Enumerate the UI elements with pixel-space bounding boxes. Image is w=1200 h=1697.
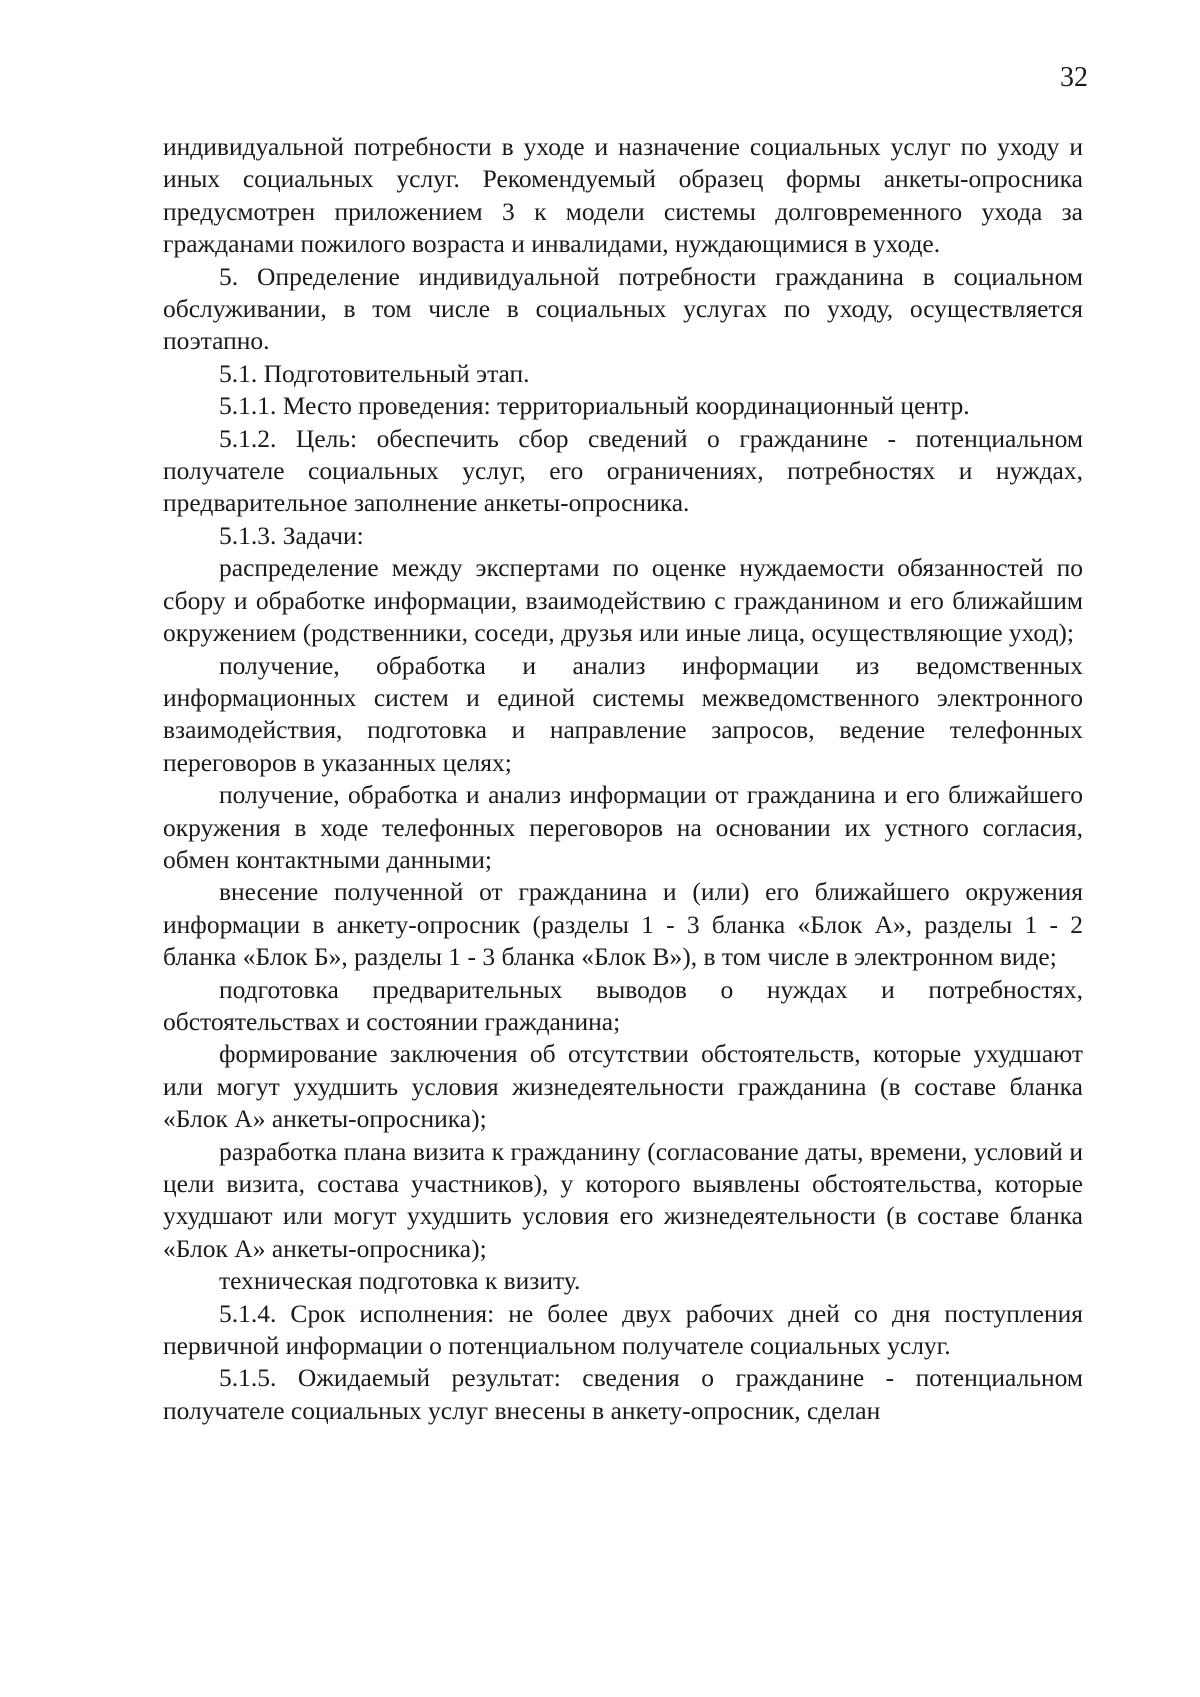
paragraph-item-5-1: 5.1. Подготовительный этап.	[219, 358, 530, 388]
task-technical-preparation: техническая подготовка к визиту.	[219, 1266, 581, 1296]
task-absence-conclusion: формирование заключения об отсутствии обстоятельств, которые ухудшают или могут ухудшить условия жизнедеятельности гражданина (в составе бланка «Блок А» анкеты-опросника);	[163, 1039, 1083, 1134]
page-number: 32	[1060, 62, 1088, 93]
paragraph-item-5: 5. Определение индивидуальной потребности гражданина в социальном обслуживании, в том числе в социальных услугах по уходу, осуществляется поэтапно.	[163, 261, 1083, 356]
task-questionnaire-entry: внесение полученной от гражданина и (или) его ближайшего окружения информации в анкету-опросник (разделы 1 - 3 бланка «Блок А», разделы 1 - 2 бланка «Блок Б», разделы 1 - 3 бланка «Блок В»), в том числе в электронном виде;	[163, 877, 1083, 972]
paragraph-item-5-1-4: 5.1.4. Срок исполнения: не более двух рабочих дней со дня поступления первичной информации о потенциальном получателе социальных услуг.	[163, 1298, 1083, 1361]
task-visit-plan: разработка плана визита к гражданину (согласование даты, времени, условий и цели визита, состава участников), у которого выявлены обстоятельства, которые ухудшают или могут ухудшить условия его жизнедеятельности (в составе бланка «Блок А» анкеты-опросника);	[163, 1136, 1083, 1263]
paragraph-item-5-1-3: 5.1.3. Задачи:	[219, 520, 364, 550]
document-body	[163, 131, 1083, 1427]
task-distribution: распределение между экспертами по оценке нуждаемости обязанностей по сбору и обработке информации, взаимодействию с гражданином и его ближайшим окружением (родственники, соседи, друзья или иные лица, осуществляющие уход);	[163, 553, 1083, 648]
task-preliminary-conclusions: подготовка предварительных выводов о нуждах и потребностях, обстоятельствах и состоянии гражданина;	[163, 974, 1083, 1036]
task-information-systems: получение, обработка и анализ информации из ведомственных информационных систем и единой системы межведомственного электронного взаимодействия, подготовка и направление запросов, ведение телефонных переговоров в указанных целях;	[163, 650, 1083, 777]
paragraph-item-5-1-5: 5.1.5. Ожидаемый результат: сведения о гражданине - потенциальном получателе социальных услуг внесены в анкету-опросник, сделан	[163, 1363, 1083, 1425]
paragraph-item-5-1-1: 5.1.1. Место проведения: территориальный координационный центр.	[219, 391, 970, 421]
paragraph-continuation: индивидуальной потребности в уходе и назначение социальных услуг по уходу и иных социальных услуг. Рекомендуемый образец формы анкеты-опросника предусмотрен приложением 3 к модели системы долговременного ухода за гражданами пожилого возраста и инвалидами, нуждающимися в уходе.	[163, 132, 1083, 259]
task-phone-information: получение, обработка и анализ информации от гражданина и его ближайшего окружения в ходе телефонных переговоров на основании их устного согласия, обмен контактными данными;	[163, 780, 1083, 874]
paragraph-item-5-1-2: 5.1.2. Цель: обеспечить сбор сведений о гражданине - потенциальном получателе социальных услуг, его ограничениях, потребностях и нуждах, предварительное заполнение анкеты-опросника.	[163, 423, 1083, 518]
